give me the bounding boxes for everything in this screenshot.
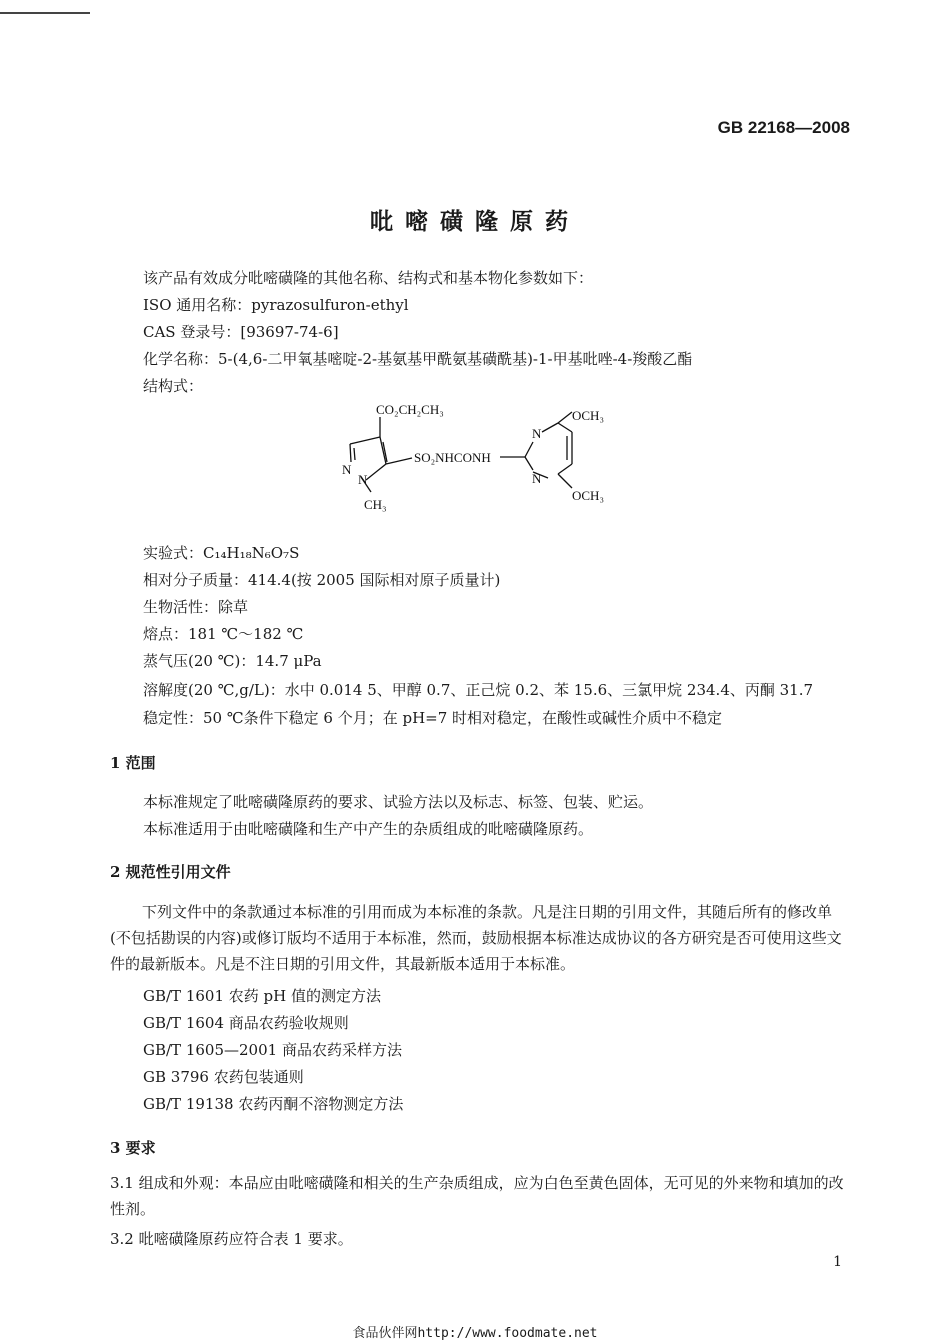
chemical-name: 化学名称：5-(4,6-二甲氧基嘧啶-2-基氨基甲酰氨基磺酰基)-1-甲基吡唑-4-羧酸乙酯 xyxy=(143,350,693,368)
formula-label: 实验式： xyxy=(143,544,204,562)
property-vapor-pressure: 蒸气压(20 ℃)：14.7 μPa xyxy=(143,652,322,670)
intro-lead: 该产品有效成分吡嘧磺隆的其他名称、结构式和基本物化参数如下： xyxy=(143,269,594,287)
section-1-para-2: 本标准适用于由吡嘧磺隆和生产中产生的杂质组成的吡嘧磺隆原药。 xyxy=(143,820,594,838)
property-molecular-mass: 相对分子质量：414.4(按 2005 国际相对原子质量计) xyxy=(143,571,501,589)
ref-gbt-19138: GB/T 19138 农药丙酮不溶物测定方法 xyxy=(143,1095,404,1113)
page-title: 吡嘧磺隆原药 xyxy=(370,208,580,235)
clause-3-1: 3.1 组成和外观：本品应由吡嘧磺隆和相关的生产杂质组成，应为白色至黄色固体，无可见的外来物和填加的改性剂。 xyxy=(110,1174,844,1218)
standard-number: GB 22168—2008 xyxy=(717,118,850,137)
pyrazole-n1: N xyxy=(342,462,352,477)
section-2-paragraph: 下列文件中的条款通过本标准的引用而成为本标准的条款。凡是注日期的引用文件，其随后所有的修改单(不包括勘误的内容)或修订版均不适用于本标准，然而，鼓励根据本标准达成协议的各方研究是否可使用这些文件的最新版本。凡是不注日期的引用文件，其最新版本适用于本标准。 xyxy=(110,903,842,973)
property-melting-point: 熔点：181 ℃～182 ℃ xyxy=(143,625,304,643)
property-bioactivity: 生物活性：除草 xyxy=(143,598,249,616)
formula-value: C₁₄H₁₈N₆O₇S xyxy=(203,544,300,562)
pyrazole-n2: N xyxy=(358,472,368,487)
ref-gbt-1604: GB/T 1604 商品农药验收规则 xyxy=(143,1014,349,1032)
page-number: 1 xyxy=(833,1254,842,1270)
ref-gbt-1605: GB/T 1605—2001 商品农药采样方法 xyxy=(143,1041,402,1059)
iso-name: ISO 通用名称：pyrazosulfuron-ethyl xyxy=(143,296,409,314)
section-3-heading: 3 要求 xyxy=(110,1139,156,1157)
methoxy-top: OCH₃ xyxy=(572,408,604,423)
clause-3-2: 3.2 吡嘧磺隆原药应符合表 1 要求。 xyxy=(110,1230,353,1248)
structure-label: 结构式： xyxy=(143,377,204,395)
property-stability: 稳定性：50 ℃条件下稳定 6 个月；在 pH=7 时相对稳定，在酸性或碱性介质中不稳定 xyxy=(143,709,723,727)
cas-number: CAS 登录号：[93697-74-6] xyxy=(143,323,339,341)
section-1-para-1: 本标准规定了吡嘧磺隆原药的要求、试验方法以及标志、标签、包装、贮运。 xyxy=(143,793,654,811)
ref-gbt-1601: GB/T 1601 农药 pH 值的测定方法 xyxy=(143,987,381,1005)
footer-watermark: 食品伙伴网http://www.foodmate.net xyxy=(352,1326,598,1341)
methoxy-bottom: OCH₃ xyxy=(572,488,604,503)
structural-formula xyxy=(320,392,640,517)
ref-gb-3796: GB 3796 农药包装通则 xyxy=(143,1068,304,1086)
pyrimidine-n3: N xyxy=(532,426,542,441)
sulfonylurea-linker: SO₂NHCONH xyxy=(414,450,491,465)
top-edge-rule xyxy=(0,12,90,14)
empirical-formula xyxy=(143,542,299,563)
methyl-group: CH₃ xyxy=(364,497,387,512)
section-1-heading: 1 范围 xyxy=(110,754,156,772)
property-solubility: 溶解度(20 ℃,g/L)：水中 0.014 5、甲醇 0.7、正己烷 0.2、苯 15.6、三氯甲烷 234.4、丙酮 31.7 xyxy=(143,681,814,699)
section-2-heading: 2 规范性引用文件 xyxy=(110,863,231,881)
pyrimidine-n1: N xyxy=(532,471,542,486)
ester-group: CO₂CH₂CH₃ xyxy=(376,402,444,417)
